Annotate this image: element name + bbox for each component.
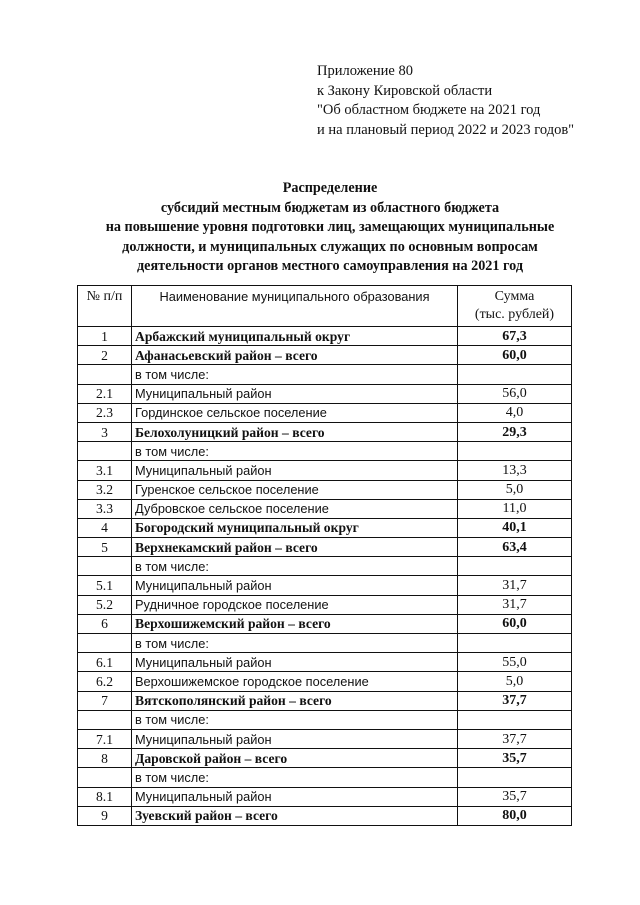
cell-municipality: в том числе:: [132, 442, 458, 461]
document-title: [60, 179, 600, 277]
cell-sum: [458, 365, 572, 384]
cell-sum: [458, 557, 572, 576]
cell-sum: 4,0: [458, 403, 572, 422]
cell-number: [78, 442, 132, 461]
cell-number: 6.1: [78, 653, 132, 672]
table-row: [78, 461, 572, 480]
cell-municipality: Рудничное городское поселение: [132, 595, 458, 614]
cell-municipality: Гуренское сельское поселение: [132, 480, 458, 499]
cell-municipality: Верхнекамский район – всего: [132, 538, 458, 557]
cell-municipality: Вятскополянский район – всего: [132, 691, 458, 710]
cell-sum: 29,3: [458, 422, 572, 441]
table-row: [78, 538, 572, 557]
cell-municipality: Афанасьевский район – всего: [132, 346, 458, 365]
cell-sum: 60,0: [458, 614, 572, 633]
table-row: [78, 422, 572, 441]
table-row: [78, 653, 572, 672]
header-municipality: Наименование муниципального образования: [132, 286, 458, 327]
cell-number: 7: [78, 691, 132, 710]
appendix-line: Приложение 80: [317, 63, 413, 79]
cell-number: 5.2: [78, 595, 132, 614]
cell-municipality: Арбажский муниципальный округ: [132, 327, 458, 346]
cell-number: [78, 634, 132, 653]
cell-sum: 80,0: [458, 806, 572, 825]
cell-sum: 37,7: [458, 729, 572, 748]
cell-municipality: Муниципальный район: [132, 653, 458, 672]
cell-sum: 37,7: [458, 691, 572, 710]
cell-municipality: Верхошижемский район – всего: [132, 614, 458, 633]
cell-number: 8.1: [78, 787, 132, 806]
table-row: [78, 710, 572, 729]
cell-sum: [458, 768, 572, 787]
cell-sum: [458, 634, 572, 653]
cell-number: [78, 768, 132, 787]
cell-sum: 11,0: [458, 499, 572, 518]
cell-sum: 60,0: [458, 346, 572, 365]
table-row: [78, 787, 572, 806]
cell-municipality: в том числе:: [132, 634, 458, 653]
cell-number: 4: [78, 518, 132, 537]
title-line: Распределение: [282, 180, 378, 196]
cell-sum: 56,0: [458, 384, 572, 403]
table-row: [78, 749, 572, 768]
title-line: на повышение уровня подготовки лиц, замещающих муниципальные: [105, 219, 555, 236]
table-row: [78, 403, 572, 422]
cell-number: 6.2: [78, 672, 132, 691]
title-line: субсидий местным бюджетам из областного бюджета: [160, 199, 500, 216]
table-row: [78, 614, 572, 633]
subsidy-distribution-table: [77, 285, 572, 826]
cell-municipality: Богородский муниципальный округ: [132, 518, 458, 537]
table-row: [78, 634, 572, 653]
cell-municipality: Верхошижемское городское поселение: [132, 672, 458, 691]
table-row: [78, 768, 572, 787]
cell-sum: 35,7: [458, 749, 572, 768]
table-row: [78, 576, 572, 595]
cell-number: 3.1: [78, 461, 132, 480]
table-row: [78, 672, 572, 691]
cell-number: 5: [78, 538, 132, 557]
cell-municipality: Даровской район – всего: [132, 749, 458, 768]
cell-municipality: Дубровское сельское поселение: [132, 499, 458, 518]
cell-sum: 13,3: [458, 461, 572, 480]
cell-municipality: Муниципальный район: [132, 461, 458, 480]
cell-municipality: Муниципальный район: [132, 576, 458, 595]
header-sum-line: Сумма: [494, 289, 535, 304]
cell-sum: 55,0: [458, 653, 572, 672]
table-row: [78, 691, 572, 710]
table-row: [78, 806, 572, 825]
cell-number: 7.1: [78, 729, 132, 748]
cell-municipality: в том числе:: [132, 768, 458, 787]
table-row: [78, 518, 572, 537]
table-row: [78, 729, 572, 748]
header-number: № п/п: [78, 286, 132, 327]
cell-number: [78, 365, 132, 384]
cell-number: 2: [78, 346, 132, 365]
header-sum: [458, 286, 572, 327]
cell-sum: 67,3: [458, 327, 572, 346]
table-body: [78, 327, 572, 826]
cell-number: 8: [78, 749, 132, 768]
table-row: [78, 384, 572, 403]
cell-sum: 35,7: [458, 787, 572, 806]
cell-municipality: Гординское сельское поселение: [132, 403, 458, 422]
cell-municipality: Муниципальный район: [132, 384, 458, 403]
appendix-line: "Об областном бюджете на 2021 год: [317, 102, 541, 118]
cell-sum: 40,1: [458, 518, 572, 537]
cell-number: 9: [78, 806, 132, 825]
appendix-line: и на плановый период 2022 и 2023 годов": [317, 121, 575, 138]
cell-number: 2.3: [78, 403, 132, 422]
table-row: [78, 480, 572, 499]
cell-number: [78, 557, 132, 576]
table-row: [78, 346, 572, 365]
cell-municipality: Муниципальный район: [132, 787, 458, 806]
table-row: [78, 557, 572, 576]
title-line: должности, и муниципальных служащих по основным вопросам: [122, 238, 538, 255]
title-line: деятельности органов местного самоуправления на 2021 год: [136, 258, 523, 275]
cell-municipality: Зуевский район – всего: [132, 806, 458, 825]
appendix-reference: [317, 62, 574, 140]
cell-number: 3: [78, 422, 132, 441]
table-row: [78, 499, 572, 518]
cell-number: [78, 710, 132, 729]
cell-municipality: в том числе:: [132, 365, 458, 384]
cell-sum: 31,7: [458, 595, 572, 614]
table-row: [78, 595, 572, 614]
cell-number: 1: [78, 327, 132, 346]
cell-sum: [458, 710, 572, 729]
table-row: [78, 442, 572, 461]
cell-number: 6: [78, 614, 132, 633]
cell-number: 5.1: [78, 576, 132, 595]
cell-municipality: Муниципальный район: [132, 729, 458, 748]
cell-sum: 31,7: [458, 576, 572, 595]
header-sum-unit: (тыс. рублей): [474, 307, 555, 322]
cell-number: 3.3: [78, 499, 132, 518]
cell-municipality: в том числе:: [132, 710, 458, 729]
cell-sum: [458, 442, 572, 461]
cell-municipality: Белохолуницкий район – всего: [132, 422, 458, 441]
table-header-row: [78, 286, 572, 327]
cell-number: 3.2: [78, 480, 132, 499]
cell-number: 2.1: [78, 384, 132, 403]
table-row: [78, 327, 572, 346]
table-row: [78, 365, 572, 384]
cell-sum: 5,0: [458, 480, 572, 499]
cell-sum: 63,4: [458, 538, 572, 557]
appendix-line: к Закону Кировской области: [317, 82, 493, 99]
cell-sum: 5,0: [458, 672, 572, 691]
cell-municipality: в том числе:: [132, 557, 458, 576]
